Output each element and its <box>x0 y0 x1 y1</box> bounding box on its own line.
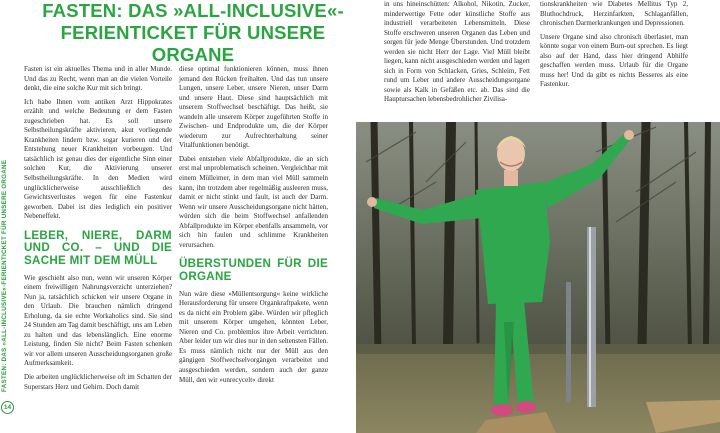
paragraph: Unsere Organe sind also chronisch überlastet, man könnte sogar von einem Burn-out sprechen. Es liegt also auf der Hand, dass hier dringend Abhilfe geschaffen werden muss. Urlaub für die Organe muss her! Und da gibt es nichts Besseres als eine Fastenkur. <box>540 32 688 89</box>
paragraph: Nun wäre diese »Müllentsorgung« keine wirkliche Herausforderung für unsere Organkraftpakete, wenn es da nicht ein Problem gäbe. Würden wir pfleglich mit unserem Körper umgehen, könnten Leber, Nieren und Co. problemlos ihre Arbeit verrichten. Aber leider tun wir dies nur in den seltensten Fällen. Es muss nämlich nicht nur der Müll aus den gängigen Stoffwechselvorgängen verarbeitet und ausgeschieden werden, sondern auch der ganze Müll, den wir »unrecycelt« direkt <box>179 289 328 384</box>
article-title <box>28 0 358 66</box>
paragraph: Wie geschieht also nun, wenn wir unseren Körper einem freiwilligen Nahrungsverzicht unterziehen? Nun ja, tatsächlich schicken wir unsere Organe in den Urlaub. Die brauchen nämlich dringend Erholung, da sie echte Workaholics sind. Sie sind 24 Stunden am Tag damit beschäftigt, uns am Leben zu halten und das lebenslänglich. Eine enorme Leistung, finden Sie nicht? Beim Fasten schenken wir vor allem unseren Ausscheidungsorganen große Aufmerksamkeit. <box>24 273 172 368</box>
running-head: FASTEN: DAS »ALL-INCLUSIVE«-FERIENTICKET FÜR UNSERE ORGANE <box>1 159 8 392</box>
paragraph: in uns hineinschütten: Alkohol, Nikotin, Zucker, minderwertige Fette oder künstliche Stoffe aus industriell verarbeiteten Lebensmitteln. Diese Stoffe erschweren unseren Organen das Leben und sorgen für jede Menge Überstunden. Und trotzdem werden sie nicht Herr der Lage. Viel Müll bleibt liegen, kann nicht ausgeschieden werden und lagert sich in Form von Schlacken, Gries, Schleim, Fett rund um Leber und andere Ausscheidungsorgane sowie als Kalk in Gefäßen etc. ab. Das sind die Hauptursachen lebensbedrohlicher Zivilisa- <box>384 0 530 104</box>
paragraph: Ich habe Ihnen vom antiken Arzt Hippokrates erzählt und welche Bedeutung er dem Fasten zugeschrieben hat. Es soll unsere Selbstheilungskräfte aktivieren, akut vorliegende Krankheiten lindern bzw. sogar kurieren und der Entstehung neuer Krankheiten vorbeugen. Und tatsächlich ist genau dies der eigentliche Sinn einer solchen Kur, die Aktivierung unserer Selbstheilungskräfte. In den Medien wird unglücklicherweise ausschließlich des Gewichtsverlustes wegen für eine Fastenkur geworben. Dabei ist dies lediglich ein positiver Nebeneffekt. <box>24 97 172 221</box>
text-column-2 <box>179 65 328 389</box>
paragraph: Dabei entstehen viele Abfallprodukte, die an sich erst mal unproblematisch scheinen. Vergleichbar mit einem Mülleimer, in dem man viel Müll sammeln kann, ihn trotzdem aber regelmäßig ausleeren muss, damit er nicht stinkt und fault, ist auch der Darm. Wenn wir unsere Ausscheidungsorgane nicht hätten, würden sich die beim Stoffwechsel anfallenden Abfallprodukte im Körper ebenfalls ansammeln, vor sich hin faulen und schlimme Krankheiten verursachen. <box>179 154 328 249</box>
text-column-3 <box>384 0 530 109</box>
text-column-1 <box>24 65 172 396</box>
paragraph: diese optimal funktionieren können, muss ihnen jemand den Rücken freihalten. Und das tun unsere Lungen, unsere Leber, unsere Nieren, unser Darm und unsere Haut. Diese sind hauptsächlich mit unserem Stoffwechsel beschäftigt. Das heißt, sie wandeln alle unserem Körper zugeführten Stoffe in Zwischen- und Endprodukte um, die der Körper wiederum zur Aufrechterhaltung seiner Vitalfunktionen benötigt. <box>179 65 328 150</box>
paragraph: Die arbeiten unglücklicherweise oft im Schatten der Superstars Herz und Gehirn. Doch damit <box>24 373 172 391</box>
text-column-4 <box>540 0 688 94</box>
side-margin <box>0 0 14 433</box>
paragraph: Fasten ist ein aktuelles Thema und in aller Munde. Und das zu Recht, wenn man an die vielen Vorteile denkt, die eine solche Kur mit sich bringt. <box>24 65 172 93</box>
page-number: 14 <box>1 401 14 414</box>
title-line-2: FERIENTICKET FÜR UNSERE ORGANE <box>60 22 326 65</box>
title-line-1: FASTEN: DAS »ALL-INCLUSIVE«- <box>42 0 344 21</box>
paragraph: tionskrankheiten wie Diabetes Mellitus Typ 2, Bluthochdruck, Herzinfarkten, Schlaganfällen, chronischen Darmerkrankungen und Depressionen. <box>540 0 688 28</box>
subheading: ÜBERSTUNDEN FÜR DIE ORGANE <box>179 257 328 283</box>
woman-balancing-photo <box>356 122 720 433</box>
subheading: LEBER, NIERE, DARM UND CO. – UND DIE SACHE MIT DEM MÜLL <box>24 228 172 267</box>
